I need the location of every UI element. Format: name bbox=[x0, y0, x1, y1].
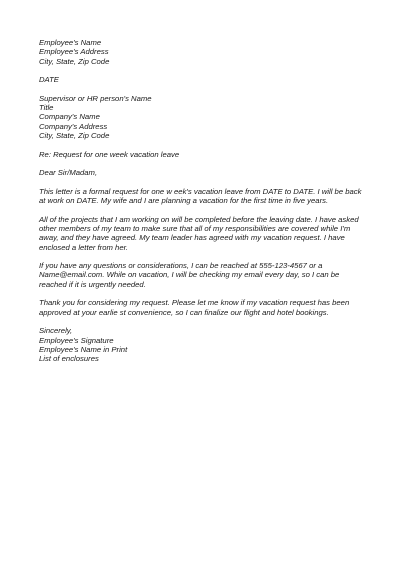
body-paragraph: If you have any questions or considerations, I can be reached at 555-123-4567 or a Name@email.com. While on vacation, I will be checking my email every day, so I can be reached if it is urgently needed. bbox=[39, 261, 340, 289]
body-paragraph: This letter is a formal request for one w eek's vacation leave from DATE to DATE. I will be back at work on DATE. My wife and I are planning a vacation for the first time in five years. bbox=[39, 186, 362, 206]
recipient-company: Company's Name bbox=[39, 112, 100, 122]
letter-body bbox=[39, 38, 367, 363]
enclosures-line: List of enclosures bbox=[39, 354, 99, 364]
recipient-address: Company's Address bbox=[39, 121, 108, 131]
recipient-city: City, State, Zip Code bbox=[39, 130, 110, 140]
sender-city: City, State, Zip Code bbox=[39, 56, 110, 66]
body-paragraph: Thank you for considering my request. Please let me know if my vacation request has been approved at your earlie st convenience, so I can finalize our flight and hotel bookings. bbox=[39, 298, 350, 317]
signature-line: Employee's Signature bbox=[39, 335, 114, 345]
recipient-title: Title bbox=[39, 103, 54, 113]
subject-line: Re: Request for one week vacation leave bbox=[39, 149, 180, 159]
sender-block bbox=[39, 38, 367, 66]
print-name-line: Employee's Name in Print bbox=[39, 344, 128, 354]
sender-name: Employee's Name bbox=[39, 38, 102, 47]
recipient-block bbox=[39, 94, 367, 140]
salutation: Dear Sir/Madam, bbox=[39, 168, 98, 178]
letter-date: DATE bbox=[39, 75, 59, 85]
sender-address: Employee's Address bbox=[39, 47, 109, 57]
recipient-name: Supervisor or HR person's Name bbox=[39, 93, 152, 103]
body-paragraph: All of the projects that I am working on will be completed before the leaving date. I have asked other members of my team to make sure that all of my responsibilities are covered while I'm away, and they have agreed. My team leader has agreed with my vacation request. I have enclosed a letter from her. bbox=[39, 214, 359, 252]
sign-off: Sincerely, bbox=[39, 326, 73, 336]
closing-block bbox=[39, 326, 367, 363]
